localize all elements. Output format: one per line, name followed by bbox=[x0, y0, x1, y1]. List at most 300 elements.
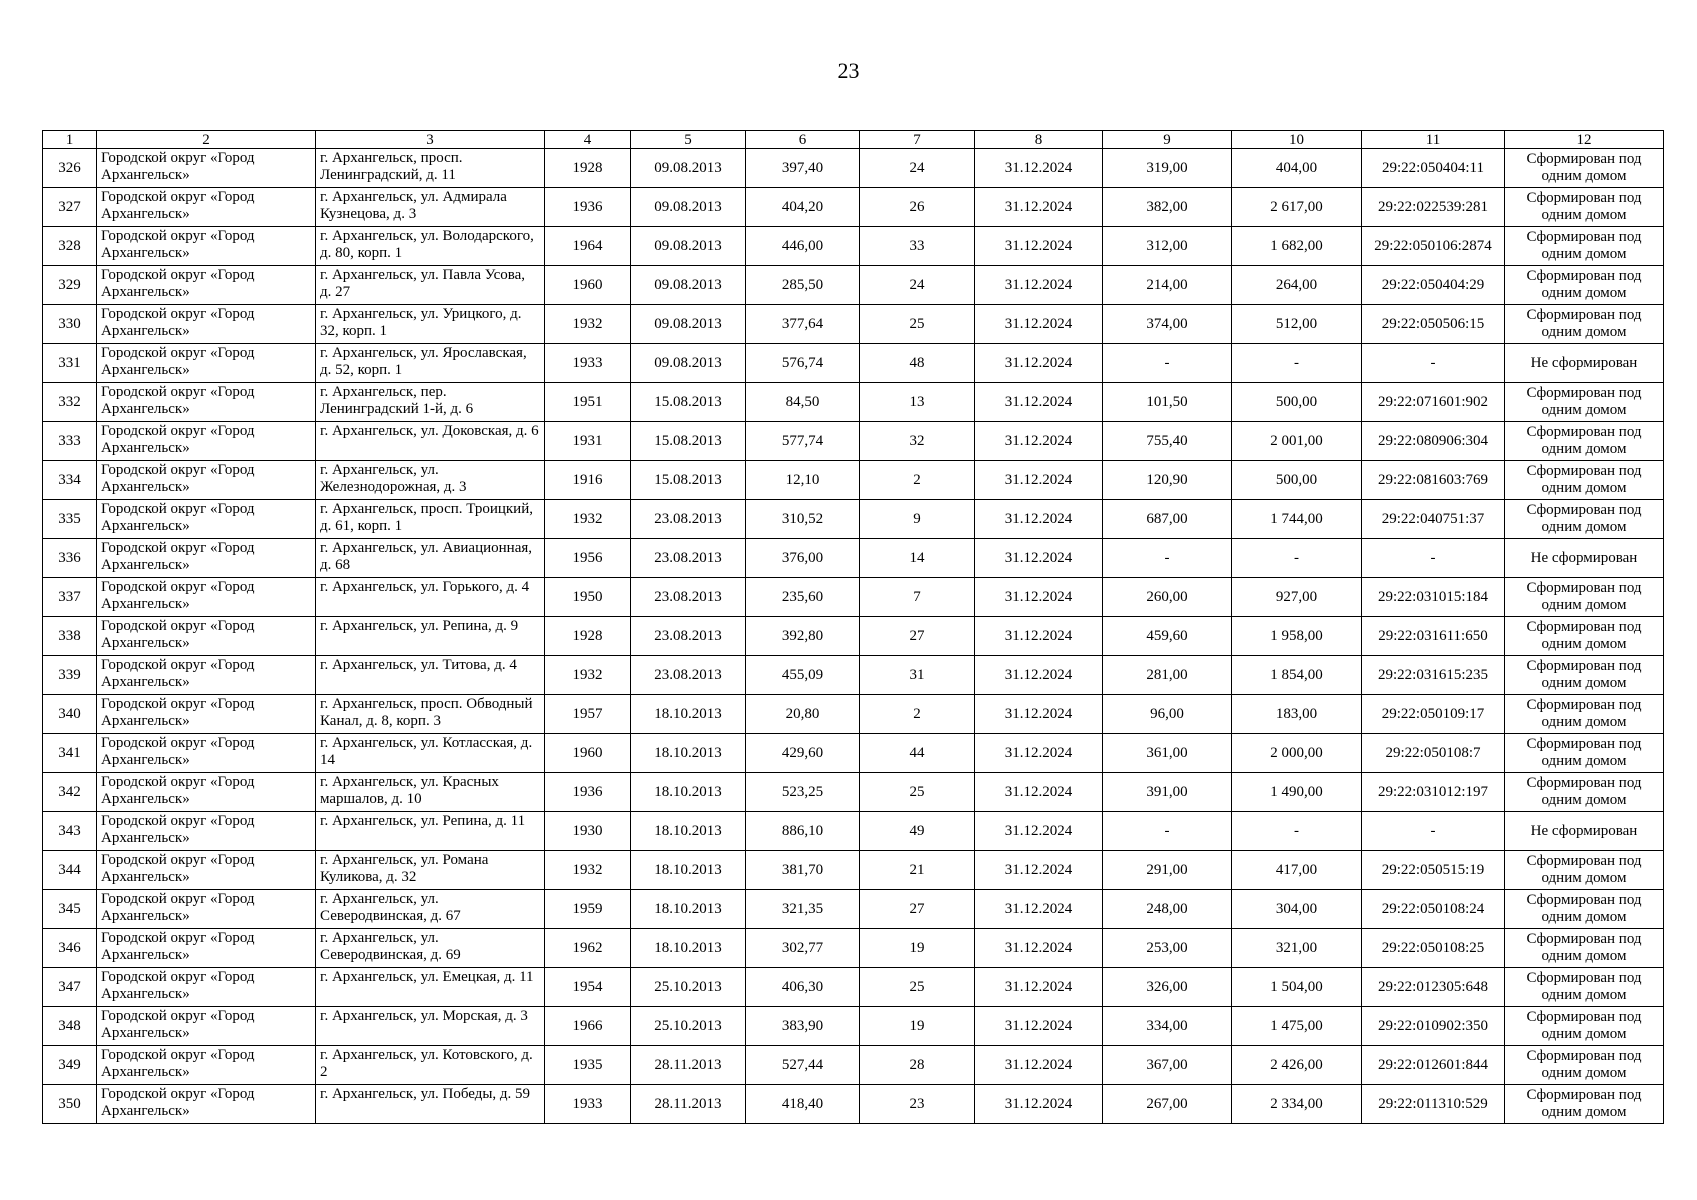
cell-planned-date: 31.12.2024 bbox=[975, 1007, 1103, 1046]
cell-residents-count: 9 bbox=[860, 500, 975, 539]
cell-build-year: 1956 bbox=[545, 539, 631, 578]
cell-resettlement-area: 310,52 bbox=[746, 500, 860, 539]
cell-resettlement-area: 455,09 bbox=[746, 656, 860, 695]
cell-municipality: Городской округ «Город Архангельск» bbox=[97, 1085, 316, 1124]
cell-row-number: 347 bbox=[43, 968, 97, 1007]
column-header-4: 4 bbox=[545, 131, 631, 149]
cell-land-area-1: 755,40 bbox=[1103, 422, 1232, 461]
cell-decision-date: 25.10.2013 bbox=[631, 1007, 746, 1046]
cell-land-area-1: 459,60 bbox=[1103, 617, 1232, 656]
cell-row-number: 332 bbox=[43, 383, 97, 422]
cell-decision-date: 23.08.2013 bbox=[631, 539, 746, 578]
cell-decision-date: 09.08.2013 bbox=[631, 188, 746, 227]
cell-land-area-1: 291,00 bbox=[1103, 851, 1232, 890]
cell-land-area-2: - bbox=[1232, 344, 1362, 383]
cell-cadastral-number: 29:22:050109:17 bbox=[1362, 695, 1505, 734]
cell-residents-count: 19 bbox=[860, 1007, 975, 1046]
cell-land-status: Сформирован под одним домом bbox=[1505, 1046, 1664, 1085]
table-row bbox=[43, 968, 1664, 1007]
cell-build-year: 1932 bbox=[545, 500, 631, 539]
cell-land-area-1: 334,00 bbox=[1103, 1007, 1232, 1046]
cell-resettlement-area: 376,00 bbox=[746, 539, 860, 578]
cell-land-area-2: 183,00 bbox=[1232, 695, 1362, 734]
cell-row-number: 327 bbox=[43, 188, 97, 227]
cell-planned-date: 31.12.2024 bbox=[975, 461, 1103, 500]
cell-decision-date: 25.10.2013 bbox=[631, 968, 746, 1007]
table-row bbox=[43, 305, 1664, 344]
cell-land-area-1: 382,00 bbox=[1103, 188, 1232, 227]
cell-decision-date: 23.08.2013 bbox=[631, 656, 746, 695]
cell-resettlement-area: 377,64 bbox=[746, 305, 860, 344]
cell-decision-date: 23.08.2013 bbox=[631, 500, 746, 539]
cell-resettlement-area: 397,40 bbox=[746, 149, 860, 188]
cell-cadastral-number: 29:22:010902:350 bbox=[1362, 1007, 1505, 1046]
cell-residents-count: 2 bbox=[860, 695, 975, 734]
cell-residents-count: 28 bbox=[860, 1046, 975, 1085]
cell-cadastral-number: - bbox=[1362, 539, 1505, 578]
cell-row-number: 333 bbox=[43, 422, 97, 461]
cell-build-year: 1951 bbox=[545, 383, 631, 422]
cell-land-area-2: 500,00 bbox=[1232, 383, 1362, 422]
cell-residents-count: 19 bbox=[860, 929, 975, 968]
cell-residents-count: 48 bbox=[860, 344, 975, 383]
cell-land-area-2: 512,00 bbox=[1232, 305, 1362, 344]
table-header-row bbox=[43, 131, 1664, 149]
cell-planned-date: 31.12.2024 bbox=[975, 734, 1103, 773]
cell-land-status: Сформирован под одним домом bbox=[1505, 383, 1664, 422]
cell-build-year: 1928 bbox=[545, 149, 631, 188]
table-row bbox=[43, 890, 1664, 929]
cell-address: г. Архангельск, ул. Горького, д. 4 bbox=[316, 578, 545, 617]
cell-planned-date: 31.12.2024 bbox=[975, 383, 1103, 422]
cell-cadastral-number: - bbox=[1362, 812, 1505, 851]
cell-land-status: Сформирован под одним домом bbox=[1505, 461, 1664, 500]
cell-municipality: Городской округ «Город Архангельск» bbox=[97, 578, 316, 617]
cell-row-number: 340 bbox=[43, 695, 97, 734]
cell-resettlement-area: 577,74 bbox=[746, 422, 860, 461]
cell-land-area-2: 2 426,00 bbox=[1232, 1046, 1362, 1085]
cell-build-year: 1933 bbox=[545, 1085, 631, 1124]
table-row bbox=[43, 773, 1664, 812]
table-row bbox=[43, 227, 1664, 266]
cell-planned-date: 31.12.2024 bbox=[975, 578, 1103, 617]
cell-land-area-1: 267,00 bbox=[1103, 1085, 1232, 1124]
table-row bbox=[43, 695, 1664, 734]
cell-build-year: 1932 bbox=[545, 656, 631, 695]
cell-address: г. Архангельск, ул. Репина, д. 9 bbox=[316, 617, 545, 656]
cell-build-year: 1930 bbox=[545, 812, 631, 851]
cell-land-status: Не сформирован bbox=[1505, 812, 1664, 851]
cell-residents-count: 7 bbox=[860, 578, 975, 617]
cell-decision-date: 18.10.2013 bbox=[631, 734, 746, 773]
cell-planned-date: 31.12.2024 bbox=[975, 344, 1103, 383]
cell-address: г. Архангельск, ул. Емецкая, д. 11 bbox=[316, 968, 545, 1007]
cell-municipality: Городской округ «Город Архангельск» bbox=[97, 734, 316, 773]
cell-municipality: Городской округ «Город Архангельск» bbox=[97, 149, 316, 188]
cell-municipality: Городской округ «Город Архангельск» bbox=[97, 422, 316, 461]
cell-land-status: Сформирован под одним домом bbox=[1505, 734, 1664, 773]
cell-residents-count: 26 bbox=[860, 188, 975, 227]
cell-municipality: Городской округ «Город Архангельск» bbox=[97, 461, 316, 500]
cell-planned-date: 31.12.2024 bbox=[975, 149, 1103, 188]
cell-decision-date: 15.08.2013 bbox=[631, 383, 746, 422]
cell-land-area-2: 1 854,00 bbox=[1232, 656, 1362, 695]
cell-residents-count: 27 bbox=[860, 890, 975, 929]
table-row bbox=[43, 500, 1664, 539]
cell-land-status: Сформирован под одним домом bbox=[1505, 773, 1664, 812]
cell-land-area-1: 319,00 bbox=[1103, 149, 1232, 188]
cell-residents-count: 24 bbox=[860, 266, 975, 305]
cell-row-number: 331 bbox=[43, 344, 97, 383]
table-row bbox=[43, 266, 1664, 305]
cell-residents-count: 33 bbox=[860, 227, 975, 266]
cell-resettlement-area: 429,60 bbox=[746, 734, 860, 773]
cell-decision-date: 18.10.2013 bbox=[631, 773, 746, 812]
table-row bbox=[43, 383, 1664, 422]
cell-municipality: Городской округ «Город Архангельск» bbox=[97, 1046, 316, 1085]
cell-row-number: 338 bbox=[43, 617, 97, 656]
cell-planned-date: 31.12.2024 bbox=[975, 1085, 1103, 1124]
cell-resettlement-area: 576,74 bbox=[746, 344, 860, 383]
table-row bbox=[43, 929, 1664, 968]
cell-resettlement-area: 406,30 bbox=[746, 968, 860, 1007]
column-header-5: 5 bbox=[631, 131, 746, 149]
cell-land-area-2: 304,00 bbox=[1232, 890, 1362, 929]
cell-planned-date: 31.12.2024 bbox=[975, 929, 1103, 968]
cell-address: г. Архангельск, ул. Ярославская, д. 52, корп. 1 bbox=[316, 344, 545, 383]
cell-row-number: 341 bbox=[43, 734, 97, 773]
cell-build-year: 1960 bbox=[545, 734, 631, 773]
cell-planned-date: 31.12.2024 bbox=[975, 890, 1103, 929]
cell-land-area-1: 101,50 bbox=[1103, 383, 1232, 422]
cell-land-area-1: 326,00 bbox=[1103, 968, 1232, 1007]
cell-planned-date: 31.12.2024 bbox=[975, 656, 1103, 695]
cell-address: г. Архангельск, просп. Троицкий, д. 61, корп. 1 bbox=[316, 500, 545, 539]
cell-land-area-2: 1 682,00 bbox=[1232, 227, 1362, 266]
cell-land-area-1: 253,00 bbox=[1103, 929, 1232, 968]
cell-cadastral-number: 29:22:011310:529 bbox=[1362, 1085, 1505, 1124]
housing-registry-table bbox=[42, 130, 1664, 1124]
cell-row-number: 350 bbox=[43, 1085, 97, 1124]
cell-resettlement-area: 383,90 bbox=[746, 1007, 860, 1046]
cell-municipality: Городской округ «Город Архангельск» bbox=[97, 227, 316, 266]
cell-land-area-2: 2 617,00 bbox=[1232, 188, 1362, 227]
cell-address: г. Архангельск, ул. Доковская, д. 6 bbox=[316, 422, 545, 461]
cell-planned-date: 31.12.2024 bbox=[975, 539, 1103, 578]
cell-planned-date: 31.12.2024 bbox=[975, 227, 1103, 266]
column-header-2: 2 bbox=[97, 131, 316, 149]
cell-land-area-2: 2 334,00 bbox=[1232, 1085, 1362, 1124]
table-row bbox=[43, 734, 1664, 773]
cell-cadastral-number: 29:22:040751:37 bbox=[1362, 500, 1505, 539]
cell-land-area-1: 260,00 bbox=[1103, 578, 1232, 617]
cell-address: г. Архангельск, ул. Котласская, д. 14 bbox=[316, 734, 545, 773]
cell-build-year: 1966 bbox=[545, 1007, 631, 1046]
cell-land-status: Сформирован под одним домом bbox=[1505, 266, 1664, 305]
cell-land-area-2: 1 504,00 bbox=[1232, 968, 1362, 1007]
cell-land-area-2: 404,00 bbox=[1232, 149, 1362, 188]
cell-planned-date: 31.12.2024 bbox=[975, 617, 1103, 656]
cell-residents-count: 25 bbox=[860, 305, 975, 344]
cell-address: г. Архангельск, ул. Победы, д. 59 bbox=[316, 1085, 545, 1124]
cell-row-number: 346 bbox=[43, 929, 97, 968]
cell-land-area-2: 264,00 bbox=[1232, 266, 1362, 305]
cell-residents-count: 24 bbox=[860, 149, 975, 188]
cell-resettlement-area: 886,10 bbox=[746, 812, 860, 851]
cell-resettlement-area: 302,77 bbox=[746, 929, 860, 968]
cell-land-area-2: 1 475,00 bbox=[1232, 1007, 1362, 1046]
column-header-3: 3 bbox=[316, 131, 545, 149]
cell-municipality: Городской округ «Город Архангельск» bbox=[97, 500, 316, 539]
cell-land-status: Сформирован под одним домом bbox=[1505, 929, 1664, 968]
cell-land-area-2: 2 000,00 bbox=[1232, 734, 1362, 773]
cell-build-year: 1916 bbox=[545, 461, 631, 500]
cell-land-area-2: 321,00 bbox=[1232, 929, 1362, 968]
cell-land-status: Сформирован под одним домом bbox=[1505, 422, 1664, 461]
cell-residents-count: 49 bbox=[860, 812, 975, 851]
cell-municipality: Городской округ «Город Архангельск» bbox=[97, 539, 316, 578]
cell-municipality: Городской округ «Город Архангельск» bbox=[97, 1007, 316, 1046]
cell-cadastral-number: 29:22:050108:7 bbox=[1362, 734, 1505, 773]
cell-resettlement-area: 404,20 bbox=[746, 188, 860, 227]
column-header-11: 11 bbox=[1362, 131, 1505, 149]
column-header-7: 7 bbox=[860, 131, 975, 149]
cell-cadastral-number: 29:22:050404:29 bbox=[1362, 266, 1505, 305]
cell-land-status: Сформирован под одним домом bbox=[1505, 500, 1664, 539]
cell-planned-date: 31.12.2024 bbox=[975, 188, 1103, 227]
cell-decision-date: 09.08.2013 bbox=[631, 227, 746, 266]
cell-land-status: Сформирован под одним домом bbox=[1505, 695, 1664, 734]
cell-municipality: Городской округ «Город Архангельск» bbox=[97, 812, 316, 851]
cell-municipality: Городской округ «Город Архангельск» bbox=[97, 773, 316, 812]
table-row bbox=[43, 1007, 1664, 1046]
cell-cadastral-number: 29:22:012305:648 bbox=[1362, 968, 1505, 1007]
cell-address: г. Архангельск, ул. Железнодорожная, д. 3 bbox=[316, 461, 545, 500]
cell-address: г. Архангельск, ул. Урицкого, д. 32, корп. 1 bbox=[316, 305, 545, 344]
cell-land-status: Сформирован под одним домом bbox=[1505, 227, 1664, 266]
table-row bbox=[43, 1085, 1664, 1124]
cell-land-status: Сформирован под одним домом bbox=[1505, 578, 1664, 617]
cell-cadastral-number: 29:22:022539:281 bbox=[1362, 188, 1505, 227]
cell-address: г. Архангельск, ул. Павла Усова, д. 27 bbox=[316, 266, 545, 305]
cell-build-year: 1957 bbox=[545, 695, 631, 734]
cell-municipality: Городской округ «Город Архангельск» bbox=[97, 266, 316, 305]
cell-planned-date: 31.12.2024 bbox=[975, 266, 1103, 305]
cell-municipality: Городской округ «Город Архангельск» bbox=[97, 188, 316, 227]
cell-cadastral-number: 29:22:081603:769 bbox=[1362, 461, 1505, 500]
cell-planned-date: 31.12.2024 bbox=[975, 773, 1103, 812]
cell-decision-date: 28.11.2013 bbox=[631, 1085, 746, 1124]
cell-planned-date: 31.12.2024 bbox=[975, 812, 1103, 851]
cell-address: г. Архангельск, ул. Титова, д. 4 bbox=[316, 656, 545, 695]
cell-cadastral-number: 29:22:031015:184 bbox=[1362, 578, 1505, 617]
cell-row-number: 326 bbox=[43, 149, 97, 188]
cell-row-number: 342 bbox=[43, 773, 97, 812]
cell-planned-date: 31.12.2024 bbox=[975, 305, 1103, 344]
cell-land-status: Сформирован под одним домом bbox=[1505, 617, 1664, 656]
cell-resettlement-area: 392,80 bbox=[746, 617, 860, 656]
cell-municipality: Городской округ «Город Архангельск» bbox=[97, 851, 316, 890]
cell-resettlement-area: 285,50 bbox=[746, 266, 860, 305]
cell-cadastral-number: 29:22:050106:2874 bbox=[1362, 227, 1505, 266]
cell-land-area-1: 312,00 bbox=[1103, 227, 1232, 266]
cell-cadastral-number: 29:22:050506:15 bbox=[1362, 305, 1505, 344]
cell-decision-date: 09.08.2013 bbox=[631, 149, 746, 188]
cell-residents-count: 25 bbox=[860, 968, 975, 1007]
cell-municipality: Городской округ «Город Архангельск» bbox=[97, 656, 316, 695]
table-row bbox=[43, 461, 1664, 500]
cell-row-number: 339 bbox=[43, 656, 97, 695]
cell-planned-date: 31.12.2024 bbox=[975, 851, 1103, 890]
cell-address: г. Архангельск, ул. Северодвинская, д. 69 bbox=[316, 929, 545, 968]
cell-land-area-2: 1 744,00 bbox=[1232, 500, 1362, 539]
page-number: 23 bbox=[837, 58, 860, 83]
cell-residents-count: 14 bbox=[860, 539, 975, 578]
cell-build-year: 1933 bbox=[545, 344, 631, 383]
cell-cadastral-number: 29:22:031615:235 bbox=[1362, 656, 1505, 695]
cell-resettlement-area: 446,00 bbox=[746, 227, 860, 266]
cell-row-number: 349 bbox=[43, 1046, 97, 1085]
cell-municipality: Городской округ «Город Архангельск» bbox=[97, 617, 316, 656]
cell-land-status: Не сформирован bbox=[1505, 539, 1664, 578]
cell-address: г. Архангельск, ул. Романа Куликова, д. 32 bbox=[316, 851, 545, 890]
cell-cadastral-number: 29:22:012601:844 bbox=[1362, 1046, 1505, 1085]
cell-row-number: 337 bbox=[43, 578, 97, 617]
cell-address: г. Архангельск, ул. Володарского, д. 80, корп. 1 bbox=[316, 227, 545, 266]
cell-residents-count: 23 bbox=[860, 1085, 975, 1124]
cell-planned-date: 31.12.2024 bbox=[975, 1046, 1103, 1085]
table-row bbox=[43, 188, 1664, 227]
cell-land-area-1: - bbox=[1103, 539, 1232, 578]
cell-municipality: Городской округ «Город Архангельск» bbox=[97, 383, 316, 422]
cell-decision-date: 23.08.2013 bbox=[631, 617, 746, 656]
cell-land-area-1: 248,00 bbox=[1103, 890, 1232, 929]
cell-decision-date: 28.11.2013 bbox=[631, 1046, 746, 1085]
cell-decision-date: 18.10.2013 bbox=[631, 890, 746, 929]
cell-land-area-1: 391,00 bbox=[1103, 773, 1232, 812]
cell-resettlement-area: 235,60 bbox=[746, 578, 860, 617]
cell-land-status: Не сформирован bbox=[1505, 344, 1664, 383]
cell-address: г. Архангельск, ул. Котовского, д. 2 bbox=[316, 1046, 545, 1085]
cell-build-year: 1931 bbox=[545, 422, 631, 461]
cell-resettlement-area: 20,80 bbox=[746, 695, 860, 734]
cell-build-year: 1950 bbox=[545, 578, 631, 617]
column-header-9: 9 bbox=[1103, 131, 1232, 149]
cell-resettlement-area: 321,35 bbox=[746, 890, 860, 929]
cell-land-area-1: 120,90 bbox=[1103, 461, 1232, 500]
cell-residents-count: 2 bbox=[860, 461, 975, 500]
cell-land-area-2: - bbox=[1232, 812, 1362, 851]
cell-cadastral-number: 29:22:050108:24 bbox=[1362, 890, 1505, 929]
cell-municipality: Городской округ «Город Архангельск» bbox=[97, 968, 316, 1007]
cell-address: г. Архангельск, ул. Морская, д. 3 bbox=[316, 1007, 545, 1046]
cell-land-status: Сформирован под одним домом bbox=[1505, 305, 1664, 344]
cell-land-area-1: 96,00 bbox=[1103, 695, 1232, 734]
cell-land-area-2: 417,00 bbox=[1232, 851, 1362, 890]
table-row bbox=[43, 539, 1664, 578]
column-header-10: 10 bbox=[1232, 131, 1362, 149]
cell-land-area-1: 687,00 bbox=[1103, 500, 1232, 539]
cell-cadastral-number: 29:22:050515:19 bbox=[1362, 851, 1505, 890]
cell-land-status: Сформирован под одним домом bbox=[1505, 188, 1664, 227]
cell-decision-date: 15.08.2013 bbox=[631, 461, 746, 500]
cell-build-year: 1936 bbox=[545, 773, 631, 812]
cell-build-year: 1962 bbox=[545, 929, 631, 968]
cell-land-status: Сформирован под одним домом bbox=[1505, 890, 1664, 929]
cell-municipality: Городской округ «Город Архангельск» bbox=[97, 929, 316, 968]
cell-cadastral-number: 29:22:031012:197 bbox=[1362, 773, 1505, 812]
cell-row-number: 343 bbox=[43, 812, 97, 851]
cell-residents-count: 32 bbox=[860, 422, 975, 461]
cell-residents-count: 31 bbox=[860, 656, 975, 695]
cell-planned-date: 31.12.2024 bbox=[975, 968, 1103, 1007]
cell-land-area-2: 927,00 bbox=[1232, 578, 1362, 617]
cell-address: г. Архангельск, ул. Красных маршалов, д. 10 bbox=[316, 773, 545, 812]
cell-municipality: Городской округ «Город Архангельск» bbox=[97, 344, 316, 383]
cell-municipality: Городской округ «Город Архангельск» bbox=[97, 695, 316, 734]
column-header-12: 12 bbox=[1505, 131, 1664, 149]
column-header-8: 8 bbox=[975, 131, 1103, 149]
table-row bbox=[43, 617, 1664, 656]
cell-land-area-2: 1 490,00 bbox=[1232, 773, 1362, 812]
cell-land-area-1: 374,00 bbox=[1103, 305, 1232, 344]
cell-land-area-1: - bbox=[1103, 344, 1232, 383]
cell-land-area-2: - bbox=[1232, 539, 1362, 578]
cell-address: г. Архангельск, просп. Обводный Канал, д. 8, корп. 3 bbox=[316, 695, 545, 734]
table-row bbox=[43, 578, 1664, 617]
cell-cadastral-number: 29:22:080906:304 bbox=[1362, 422, 1505, 461]
cell-planned-date: 31.12.2024 bbox=[975, 695, 1103, 734]
cell-decision-date: 18.10.2013 bbox=[631, 851, 746, 890]
cell-land-status: Сформирован под одним домом bbox=[1505, 656, 1664, 695]
cell-address: г. Архангельск, ул. Северодвинская, д. 67 bbox=[316, 890, 545, 929]
cell-decision-date: 09.08.2013 bbox=[631, 266, 746, 305]
cell-build-year: 1960 bbox=[545, 266, 631, 305]
cell-land-status: Сформирован под одним домом bbox=[1505, 149, 1664, 188]
cell-address: г. Архангельск, ул. Авиационная, д. 68 bbox=[316, 539, 545, 578]
table-row bbox=[43, 344, 1664, 383]
cell-decision-date: 09.08.2013 bbox=[631, 344, 746, 383]
cell-land-area-1: 367,00 bbox=[1103, 1046, 1232, 1085]
cell-land-area-2: 500,00 bbox=[1232, 461, 1362, 500]
table-row bbox=[43, 812, 1664, 851]
cell-decision-date: 18.10.2013 bbox=[631, 929, 746, 968]
cell-decision-date: 23.08.2013 bbox=[631, 578, 746, 617]
cell-build-year: 1935 bbox=[545, 1046, 631, 1085]
cell-cadastral-number: - bbox=[1362, 344, 1505, 383]
cell-build-year: 1964 bbox=[545, 227, 631, 266]
cell-municipality: Городской округ «Город Архангельск» bbox=[97, 305, 316, 344]
cell-build-year: 1928 bbox=[545, 617, 631, 656]
cell-row-number: 335 bbox=[43, 500, 97, 539]
table-row bbox=[43, 422, 1664, 461]
cell-row-number: 344 bbox=[43, 851, 97, 890]
cell-build-year: 1954 bbox=[545, 968, 631, 1007]
cell-build-year: 1959 bbox=[545, 890, 631, 929]
cell-resettlement-area: 527,44 bbox=[746, 1046, 860, 1085]
table-row bbox=[43, 851, 1664, 890]
cell-cadastral-number: 29:22:050108:25 bbox=[1362, 929, 1505, 968]
cell-land-area-1: 361,00 bbox=[1103, 734, 1232, 773]
cell-resettlement-area: 84,50 bbox=[746, 383, 860, 422]
cell-land-area-2: 1 958,00 bbox=[1232, 617, 1362, 656]
cell-planned-date: 31.12.2024 bbox=[975, 422, 1103, 461]
cell-residents-count: 27 bbox=[860, 617, 975, 656]
cell-row-number: 329 bbox=[43, 266, 97, 305]
cell-cadastral-number: 29:22:050404:11 bbox=[1362, 149, 1505, 188]
cell-row-number: 345 bbox=[43, 890, 97, 929]
cell-decision-date: 18.10.2013 bbox=[631, 812, 746, 851]
